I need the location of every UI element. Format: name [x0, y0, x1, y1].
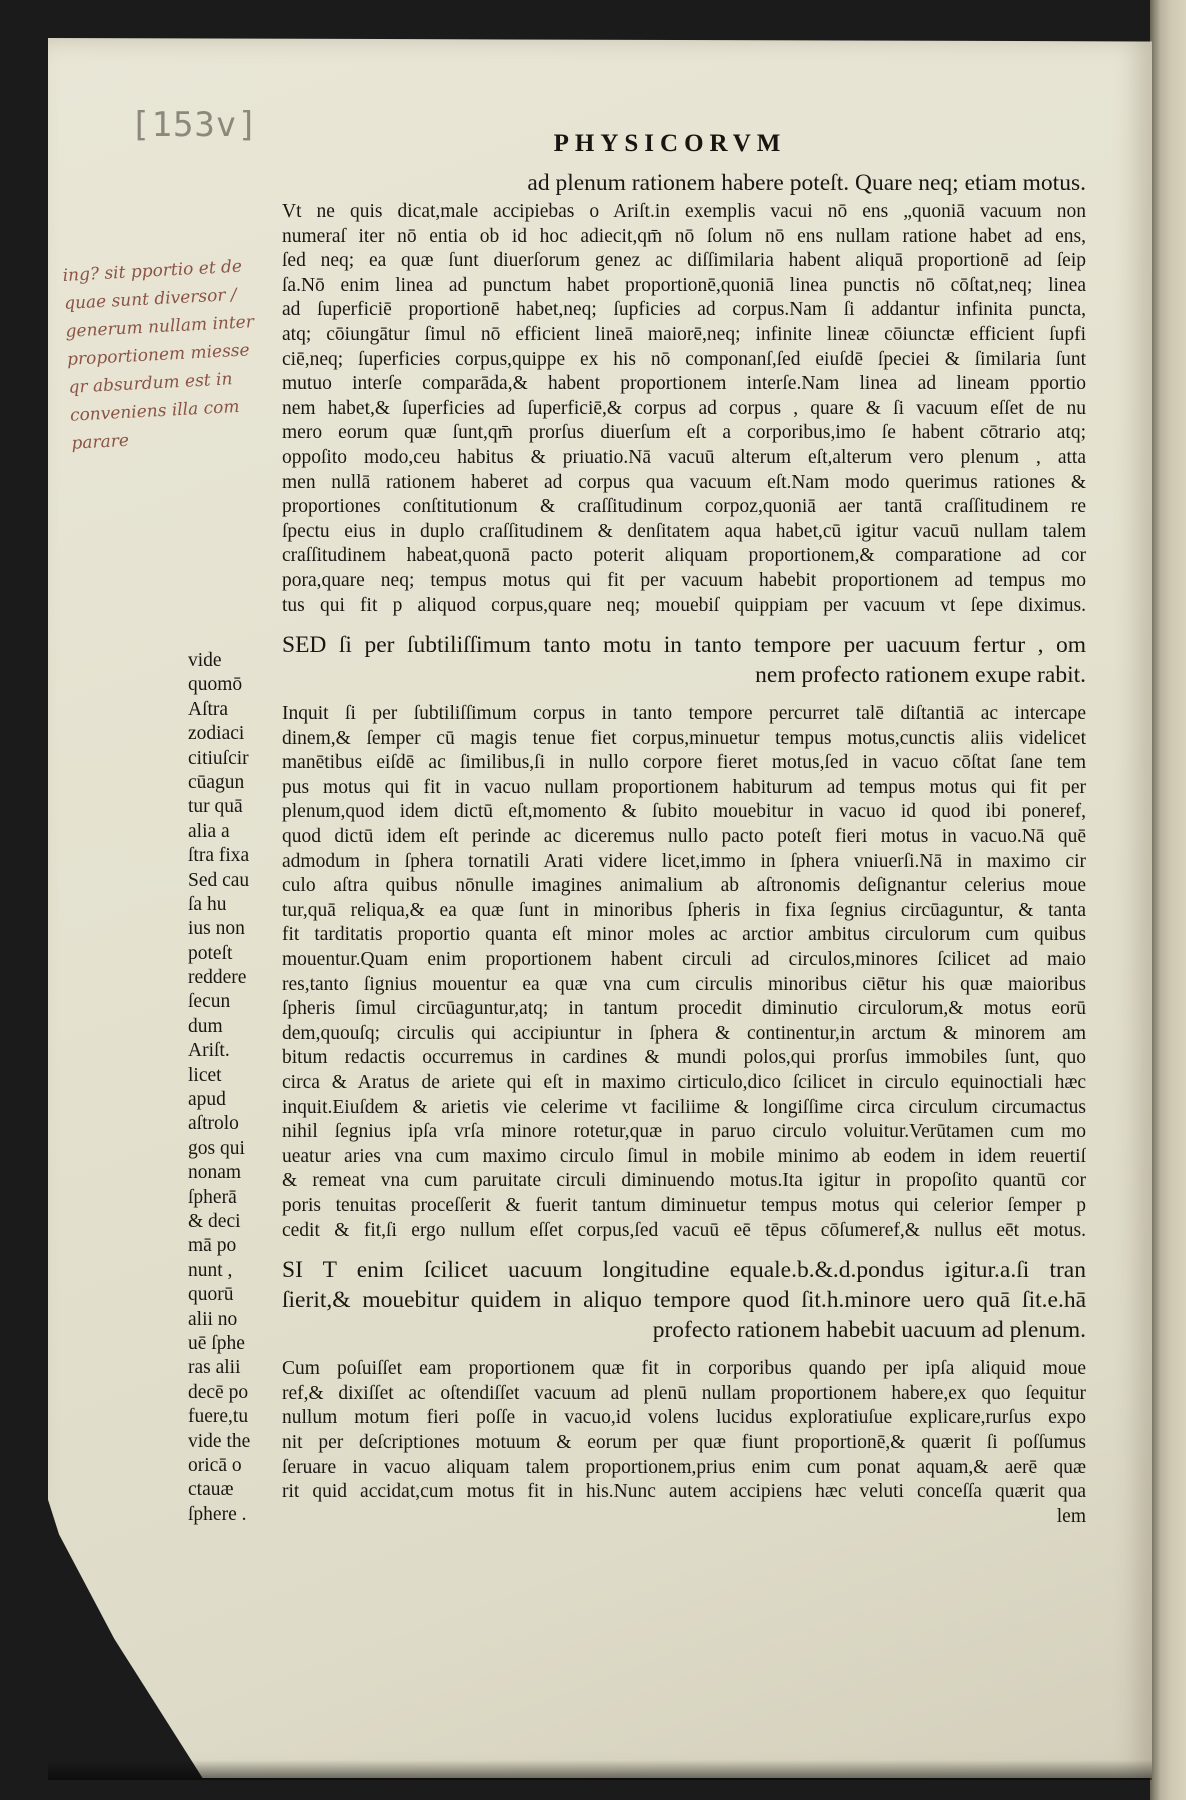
printed-side-note — [188, 649, 266, 1527]
lemma-line: ad plenum rationem habere poteſt. Quare neq; etiam motus. — [527, 170, 1086, 196]
side-note-line: tur quā — [188, 796, 243, 818]
lemma-line: SI T enim ſcilicet uacuum longitudine equale.b.&.d.pondus igitur.a.ſi tran — [282, 1257, 1086, 1284]
text-line: numeraſ iter nō entia ob id hoc adiecit,qm̄ nō ſolum nō ens nullam ratione habet ad ens, — [282, 225, 1086, 247]
text-line: ciē,neq; ſuperficies corpus,quippe ex his nō componanſ,ſed eiuſdē ſpeciei & ſimilaria ſunt — [282, 348, 1086, 370]
commentary-1 — [282, 200, 1086, 618]
side-note-line: alii no — [188, 1308, 238, 1330]
side-note-line: decē po — [188, 1381, 249, 1403]
side-note-line: poteſt — [188, 942, 233, 964]
text-line: inquit.Eiuſdem & arietis vie celerime vt faciliime & longiſſime circa circulum circumactus — [282, 1096, 1086, 1118]
text-line: poris tenuitas proceſſerit & fuerit tantum diminuetur tempus motus qui celerior ſemper p — [282, 1194, 1086, 1216]
text-line: plenum,quod idem dictū eſt,momento & ſubito mouebitur in vacuo id quod ibi poneref, — [282, 801, 1086, 823]
side-note-line: Ariſt. — [188, 1040, 230, 1062]
text-line: bitum redactis occurremus in cardines & mundi polos,qui prorſus immobiles ſunt, quo — [282, 1047, 1086, 1069]
side-note-line: & deci — [188, 1210, 241, 1232]
text-line: ad ſuperficiē proportionē habet,neq; ſupficies ad corpus.Nam ſi addantur infinita puncta, — [282, 299, 1086, 321]
lemma-3 — [282, 1255, 1086, 1345]
page-shadow — [48, 1760, 1152, 1780]
text-line: ſpheris ſimul circūaguntur,atq; in tantum procedit diminutio circulorum,& motus eorū — [282, 998, 1086, 1020]
text-line: ſpectu eius in duplo craſſitudinem & denſitatem aqua habet,cū igitur vacuū nullam talem — [282, 520, 1086, 542]
text-line: ſa.Nō enim linea ad punctum habet proportionē,quoniā linea punctis nō cōſtat,neq; linea — [282, 274, 1086, 296]
text-line: dinem,& ſemper cū magis tenue fiet corpus,minuetur tempus motus,cunctis aliis videlicet — [282, 727, 1086, 749]
side-note-line: citiuſcir — [188, 747, 249, 769]
running-head: PHYSICORVM — [553, 130, 787, 157]
side-note-line: apud — [188, 1089, 226, 1111]
text-line: rit quid accidat,cum motus fit in his.Nunc autem accipiens hæc veluti conceſſa quærit qua — [282, 1481, 1086, 1503]
text-line: ref,& dixiſſet ac oſtendiſſet vacuum ad plenū nullam proportionem habere,ex quo ſequitur — [282, 1382, 1086, 1404]
manuscript-line: qr absurdum est in — [68, 369, 233, 398]
manuscript-line: ing? sit pportio et de — [62, 256, 243, 286]
text-line: men nullā rationem haberet ad corpus qua vacuum eſt.Nam modo querimus rationes & — [282, 471, 1086, 493]
lemma-2 — [282, 630, 1086, 690]
lemma-line: nem profecto rationem exupe rabit. — [755, 662, 1086, 689]
side-note-line: Aſtra — [188, 698, 229, 720]
side-note-line: quorū — [188, 1284, 234, 1306]
side-note-line: gos qui — [188, 1137, 245, 1159]
side-note-line: ſpherā — [188, 1186, 237, 1208]
text-line: admodum in ſphera tornatili Arati videre licet,immo in ſphera vniuerſi.Nā in maximo cir — [282, 850, 1086, 872]
side-note-line: ras alii — [188, 1357, 241, 1379]
side-note-line: ſtra fixa — [188, 845, 250, 867]
text-line: oppoſito modo,ceu habitus & priuatio.Nā vacuū alterum eſt,alterum vero plenum , atta — [282, 446, 1086, 468]
main-text-block — [282, 168, 1086, 1529]
text-line: quod dictū idem eſt perinde ac diceremus nullo pacto poteſt fieri motus in vacuo.Nā quē — [282, 826, 1086, 848]
side-note-line: oricā o — [188, 1454, 242, 1476]
text-line: res,tanto ſignius mouentur ea quæ vna cum circulis minoribus ciētur his quæ maioribus — [282, 973, 1086, 995]
side-note-line: mā po — [188, 1235, 237, 1257]
lemma-line: profecto rationem habebit uacuum ad plenum. — [652, 1317, 1086, 1344]
side-note-line: nunt , — [188, 1259, 233, 1281]
text-line: dem,quouſq; circulis qui accipiuntur in ſphera & continentur,in arctum & minorem am — [282, 1022, 1086, 1044]
text-line: fit tarditatis proportio quanta eſt minor moles ac arctior ambitus circulorum cum quibus — [282, 924, 1086, 946]
side-note-line: uē ſphe — [188, 1332, 245, 1354]
text-line: culo aſtra quibus nōnulle imagines animalium ab aſtronomis deſignantur celerius moue — [282, 875, 1086, 897]
lemma-1 — [282, 168, 1086, 198]
side-note-line: Sed cau — [188, 869, 250, 891]
text-line: proportiones conſtitutionum & craſſitudinum corpoz,quoniā aer tantā craſſitudinem re — [282, 496, 1086, 518]
text-line: Vt ne quis dicat,male accipiebas o Ariſt.in exemplis vacui nō ens „quoniā vacuum non — [282, 201, 1086, 222]
side-note-line: quomō — [188, 674, 243, 696]
side-note-line: aſtrolo — [188, 1113, 239, 1135]
text-line: tur,quā reliqua,& ea quæ ſunt in minoribus ſpheris in fixa ſegnius circūaguntur, & tanta — [282, 899, 1086, 921]
text-line: manētibus eiſdē ac ſimilibus,ſi in nullo corpore fieret motus,ſed in vacuo cōſtat ſane tem — [282, 752, 1086, 774]
side-note-line: cūagun — [188, 771, 245, 793]
text-line: mouentur.Quam enim proportionem habent circuli ad circulos,minores ſcilicet ad maio — [282, 949, 1086, 971]
text-line: nit per deſcriptiones motuum & eorum per quæ fiunt proportionē,& quærit ſi poſſumus — [282, 1431, 1086, 1453]
side-note-line: zodiaci — [188, 723, 245, 745]
text-line: ſeruare in vacuo aliquam talem proportionem,prius enim cum ponat aquam,& aerē quæ — [282, 1456, 1086, 1478]
manuscript-line: parare — [71, 430, 130, 454]
side-note-line: alia a — [188, 820, 230, 842]
side-note-line: dum — [188, 1015, 223, 1037]
text-line: cedit & fit,ſi ergo nullum eſſet corpus,ſed vacuū eē tēpus cōſumeref,& nullus eēt motus. — [282, 1219, 1086, 1241]
side-note-line: vide the — [188, 1430, 251, 1452]
lemma-line: SED ſi per ſubtiliſſimum tanto motu in tanto tempore per uacuum fertur , om — [282, 632, 1086, 659]
text-line: nihil ſegnius ipſa vrſa minore rotetur,quæ in paruo circulo voluitur.Verūtamen cum mo — [282, 1121, 1086, 1143]
side-note-line: ctauæ — [188, 1479, 234, 1501]
text-line: atq; cōiungātur ſimul nō efficient lineā maiorē,neq; infinite lineæ cōiunctæ efficient ſupfi — [282, 323, 1086, 345]
text-line: nullum motum fieri poſſe in vacuo,id volens lucidus exploratiuſue explicare,rurſus expo — [282, 1407, 1086, 1429]
text-line: Inquit ſi per ſubtiliſſimum corpus in tanto tempore percurret talē diſtantiā ac intercape — [282, 703, 1086, 725]
text-line: tus qui fit p aliquod corpus,quare neq; mouebiſ quippiam per vacuum vt ſepe diximus. — [282, 594, 1086, 616]
folio-mark: [153v] — [130, 105, 259, 145]
manuscript-annotation — [62, 249, 312, 457]
manuscript-line: conveniens illa com — [69, 396, 240, 426]
commentary-2 — [282, 702, 1086, 1243]
side-note-line: ſa hu — [188, 893, 227, 915]
side-note-line: fuere,tu — [188, 1406, 249, 1428]
side-note-line: ſecun — [188, 991, 231, 1013]
text-line: ueatur aries vna cum maximo circulo ſimul in mobile minimo ab eodem in idem reuertiſ — [282, 1145, 1086, 1167]
side-note-line: vide — [188, 650, 222, 671]
facing-page-edge — [1150, 0, 1186, 1800]
manuscript-line: quae sunt diversor / — [63, 284, 238, 314]
side-note-line: reddere — [188, 967, 247, 989]
manuscript-line: proportionem miesse — [66, 340, 251, 370]
text-line: circa & Aratus de ariete qui eſt in maximo cirticulo,dico ſcilicet in circulo equinoctiali hæc — [282, 1072, 1086, 1093]
text-line: nem habet,& ſuperficies ad ſuperficiē,& corpus ad corpus , quare & ſi vacuum eſſet de nu — [282, 397, 1086, 419]
manuscript-line: generum nullam inter — [65, 312, 255, 342]
text-line: craſſitudinem habeat,quonā pacto poterit aliquam proportionem,& comparatione ad cor — [282, 545, 1086, 567]
commentary-3 — [282, 1357, 1086, 1529]
side-note-line: ius non — [188, 918, 245, 940]
text-line: pus motus qui fit in vacuo nullam proportionem habiturum ad tempus motus qui fit per — [282, 776, 1086, 798]
text-line: mutuo interſe comparāda,& habent proportionem interſe.Nam linea ad lineam pportio — [282, 373, 1086, 395]
text-line: mero eorum quæ ſunt,qm̄ prorſus diuerſum eſt a corporibus,imo ſe habent cōtrario atq; — [282, 422, 1086, 444]
side-note-line: ſphere . — [188, 1503, 247, 1525]
side-note-line: licet — [188, 1064, 222, 1086]
text-line: ſed neq; ea quæ ſunt diuerſorum genez ac diſſimilaria habent aliquā proportionē ad ſeip — [282, 250, 1086, 272]
text-line: pora,quare neq; tempus motus qui fit per vacuum habebit proportionem ad tempus mo — [282, 569, 1086, 591]
text-line: Cum poſuiſſet eam proportionem quæ fit in corporibus quando per ipſa aliquid moue — [282, 1358, 1086, 1380]
side-note-line: nonam — [188, 1162, 242, 1184]
text-line: & remeat vna cum paruitate circuli diminuendo motus.Ita igitur in propoſito quantū cor — [282, 1170, 1086, 1192]
catchword: lem — [1056, 1505, 1086, 1527]
lemma-line: ſierit,& mouebitur quidem in aliquo tempore quod ſit.h.minore uero quā ſit.e.hā — [282, 1287, 1086, 1314]
